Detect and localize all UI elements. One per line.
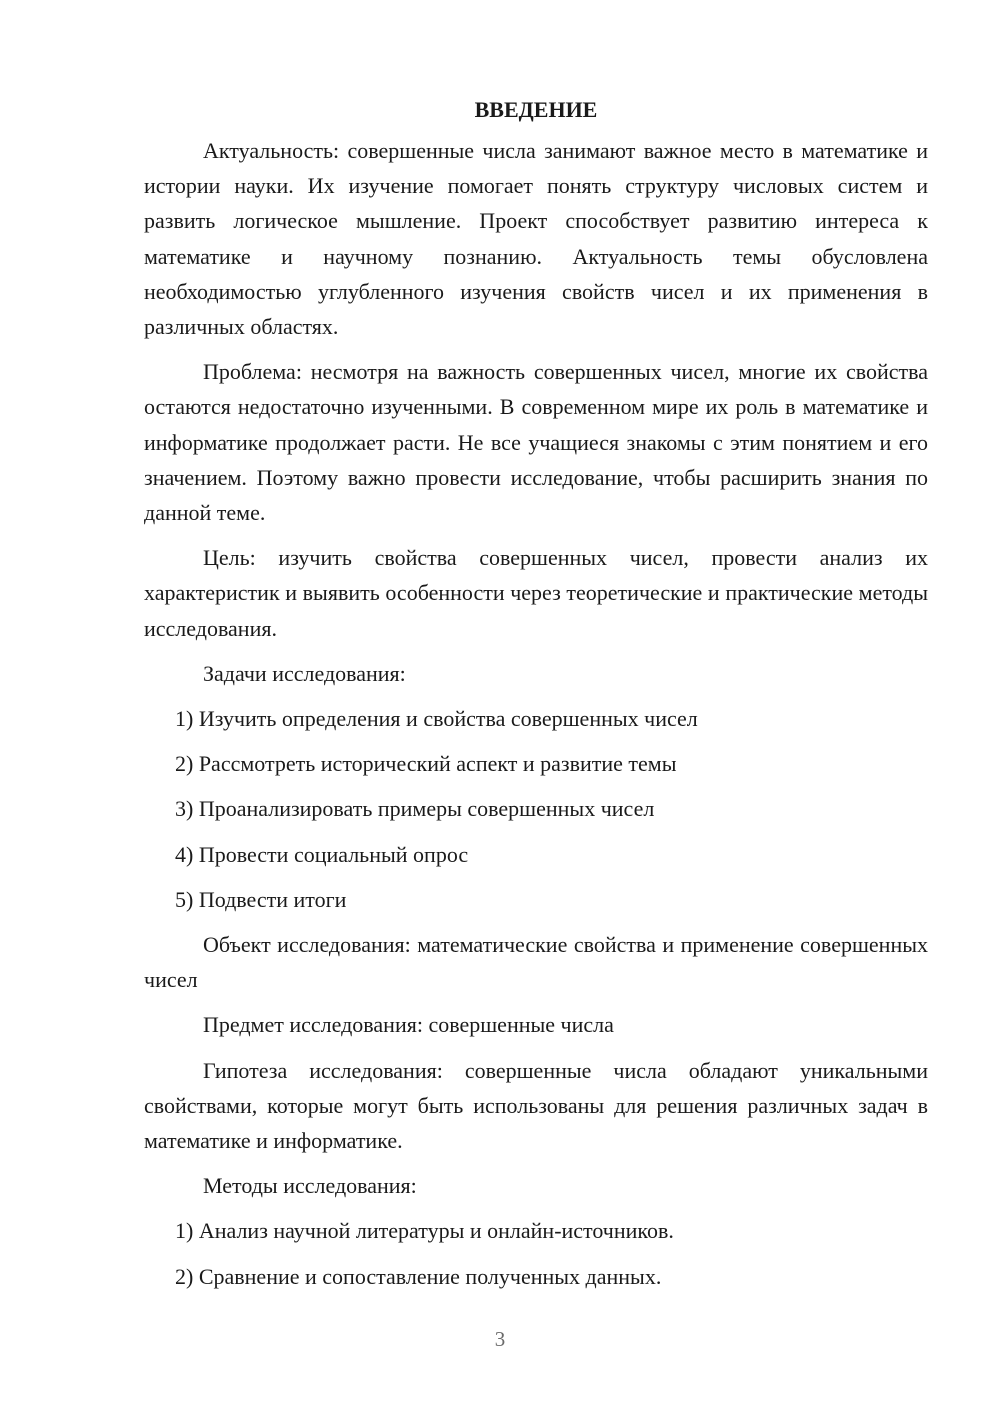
hypothesis-paragraph: Гипотеза исследования: совершенные числа обладают уникальными свойствами, которые могут быть использованы для решения различных задач в математике и информатике. (144, 1057, 928, 1154)
problem-paragraph: Проблема: несмотря на важность совершенных чисел, многие их свойства остаются недостаточно изученными. В современном мире их роль в математике и информатике продолжает расти. Не все учащиеся знакомы с этим понятием и его значением. Поэтому важно провести исследование, чтобы расширить знания по данной теме. (144, 359, 928, 526)
relevance-paragraph: Актуальность: совершенные числа занимают важное место в математике и истории науки. Их изучение помогает понять структуру числовых систем и развить логическое мышление. Проект способствует развитию интереса к математике и научному познанию. Актуальность темы обусловлена необходимостью углубленного изучения свойств чисел и их применения в различных областях. (144, 138, 928, 340)
object-paragraph: Объект исследования: математические свойства и применение совершенных чисел (144, 932, 928, 993)
subject-line: Предмет исследования: совершенные числа (203, 1012, 614, 1038)
tasks-list (144, 701, 928, 917)
list-item: 5) Подвести итоги (175, 886, 347, 912)
page-number: 3 (494, 1327, 506, 1351)
tasks-heading: Задачи исследования: (203, 660, 406, 686)
list-item: 3) Проанализировать примеры совершенных чисел (175, 796, 655, 822)
goal-paragraph: Цель: изучить свойства совершенных чисел, провести анализ их характеристик и выявить особенности через теоретические и практические методы исследования. (144, 545, 928, 641)
list-item: 4) Провести социальный опрос (175, 841, 469, 867)
list-item: 1) Изучить определения и свойства совершенных чисел (175, 706, 698, 732)
list-item: 2) Рассмотреть исторический аспект и развитие темы (175, 751, 677, 777)
methods-list (144, 1213, 928, 1293)
document-page (144, 92, 928, 1304)
methods-heading: Методы исследования: (203, 1173, 417, 1199)
list-item: 1) Анализ научной литературы и онлайн-источников. (175, 1218, 674, 1244)
page-title: ВВЕДЕНИЕ (474, 97, 598, 122)
list-item: 2) Сравнение и сопоставление полученных данных. (175, 1263, 662, 1289)
